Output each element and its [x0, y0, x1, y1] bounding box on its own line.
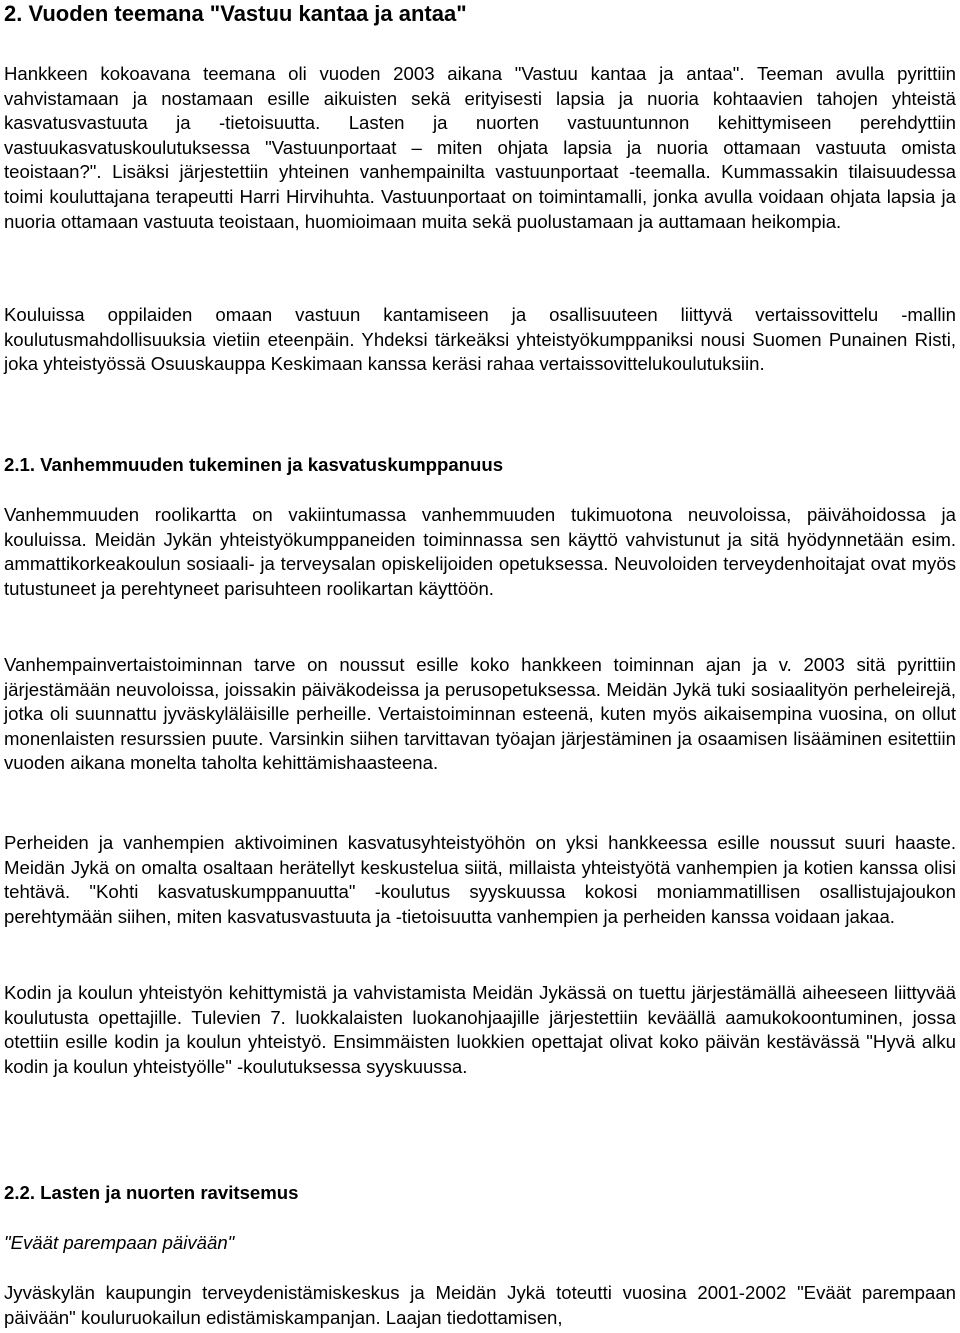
paragraph-vastuu-theme: Hankkeen kokoavana teemana oli vuoden 2003 aikana "Vastuu kantaa ja antaa". Teeman avulla pyrittiin vahvistamaan ja nostamaan esille aikuisten sekä erityisesti lapsia ja nuoria kohtaavien tahojen yhteistä kasvatusvastuuta ja -tietoisuutta. Lasten ja nuorten vastuuntunnon kehittymiseen perehdyttiin vastuukasvatuskoulutuksessa "Vastuunportaat – miten ohjata lapsia ja nuoria ottamaan vastuuta omista teoistaan?". Lisäksi järjestettiin yhteinen vanhempainilta vastuunportaat -teemalla. Kummassakin tilaisuudessa toimi kouluttajana terapeutti Harri Hirvihuhta. Vastuunportaat on toimintamalli, jonka avulla voidaan ohjata lapsia ja nuoria ottamaan vastuuta teoistaan, huomioimaan muita sekä puolustamaan ja auttamaan heikompia. — [4, 63, 956, 232]
subheading-vanhemmuus: 2.1. Vanhemmuuden tukeminen ja kasvatuskumppanuus — [4, 454, 504, 475]
paragraph-kodin-koulun-yhteistyo: Kodin ja koulun yhteistyön kehittymistä ja vahvistamista Meidän Jykässä on tuettu järjestämällä aiheeseen liittyvää koulutusta opettajille. Tulevien 7. luokkalaisten luokanohjaajille järjestettiin keväällä aamukokoontuminen, jossa otettiin esille kodin ja koulun yhteistyö. Ensimmäisten luokkien opettajat olivat koko päivän kestävässä "Hyvä alku kodin ja koulun yhteistyölle" -koulutuksessa syyskuussa. — [4, 982, 956, 1077]
paragraph-roolikartta: Vanhemmuuden roolikartta on vakiintumassa vanhemmuuden tukimuotona neuvoloissa, päivähoidossa ja kouluissa. Meidän Jykän yhteistyökumppaneiden toiminnassa sen käyttö vahvistunut ja sitä hyödynnetään esim. ammattikorkeakoulun sosiaali- ja terveysalan opiskelijoiden opetuksessa. Neuvoloiden terveydenhoitajat ovat myös tutustuneet ja perehtyneet parisuhteen roolikartan käyttöön. — [4, 504, 956, 599]
paragraph-vertaistoiminta: Vanhempainvertaistoiminnan tarve on noussut esille koko hankkeen toiminnan ajan ja v. 2003 sitä pyrittiin järjestämään neuvoloissa, joissakin päiväkodeissa ja perusopetuksessa. Meidän Jykä tuki sosiaalityön perheleirejä, jotka oli suunnattu jyväskyläläisille perheille. Vertaistoiminnan esteenä, kuten myös aikaisempina vuosina, on ollut monenlaisten resurssien puute. Varsinkin siihen tarvittavan työajan järjestäminen ja osaamisen lisääminen esitettiin vuoden aikana monelta taholta kehittämishaasteena. — [4, 654, 956, 774]
section-heading: 2. Vuoden teemana "Vastuu kantaa ja antaa" — [4, 1, 467, 26]
subheading-ravitsemus: 2.2. Lasten ja nuorten ravitsemus — [4, 1182, 299, 1203]
paragraph-evaat-kampanja: Jyväskylän kaupungin terveydenistämiskeskus ja Meidän Jykä toteutti vuosina 2001-2002 "Eväät parempaan päivään" kouluruokailun edistämiskampanjan. Laajan tiedottamisen, — [4, 1282, 956, 1328]
paragraph-vertaissovittelu: Kouluissa oppilaiden omaan vastuun kantamiseen ja osallisuuteen liittyvä vertaissovittelu -mallin koulutusmahdollisuuksia vietiin eteenpäin. Yhdeksi tärkeäksi yhteistyökumppaniksi nousi Suomen Punainen Risti, joka yhteistyössä Osuuskauppa Keskimaan kanssa keräsi rahaa vertaissovittelukoulutuksiin. — [4, 304, 956, 375]
paragraph-kasvatusyhteistyo: Perheiden ja vanhempien aktivoiminen kasvatusyhteistyöhön on yksi hankkeessa esille noussut suuri haaste. Meidän Jykä on omalta osaltaan herätellyt keskustelua siitä, millaista yhteistyötä vanhempien ja kotien kanssa olisi tehtävä. "Kohti kasvatuskumppanuutta" -koulutus syyskuussa kokosi moniammatillisen osallistujajoukon perehtymään siihen, miten kasvatusvastuuta ja -tietoisuutta vanhempien ja perheiden kanssa voidaan jakaa. — [4, 832, 956, 927]
italic-subtitle-evaat: "Eväät parempaan päivään" — [4, 1232, 235, 1253]
